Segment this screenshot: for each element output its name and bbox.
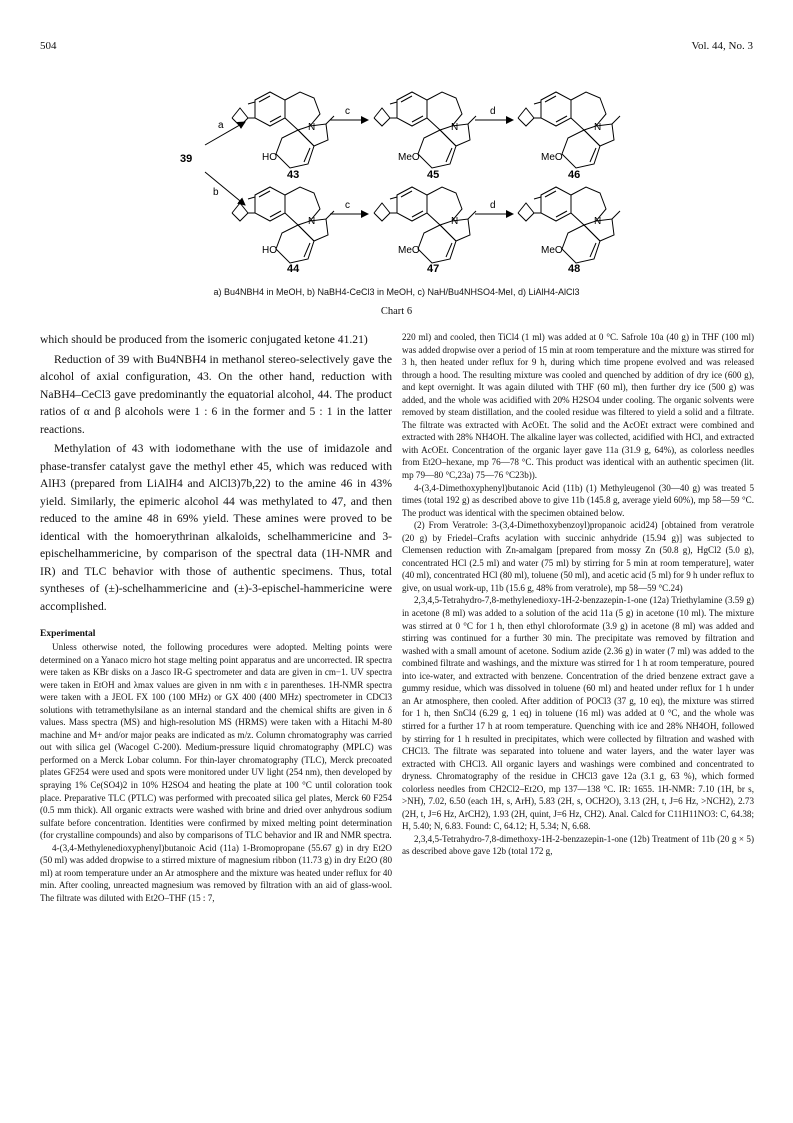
svg-text:MeO: MeO <box>398 152 420 163</box>
page-number: 504 <box>40 40 57 52</box>
reaction-scheme <box>0 70 793 320</box>
svg-text:d: d <box>490 200 496 211</box>
svg-text:c: c <box>345 200 350 211</box>
arrow-b <box>205 172 245 205</box>
paragraph: Methylation of 43 with iodomethane with the use of imidazole and phase-transfer catalyst gave the methyl ether 45, which was reduced with AlH3 (prepared from LiAlH4 and AlCl3)7b,22) to the amine 46 in 43% yield. Similarly, the epimeric alcohol 44 was methylated to 47, and then reduced to the amine 48 in 69% yield. These amines were proved to be identical with the homoerythrinan alkaloids, schelhammericine and 3-epischelhammericine, by comparison of the spectral data (1H-NMR and IR) and TLC behavior with those of authentic specimens. Thus, total syntheses of (±)-schelhammericine and (±)-3-epischel-hammericine were accomplished. <box>40 442 392 613</box>
svg-text:MeO: MeO <box>541 245 563 256</box>
compound-label-48: 48 <box>568 263 581 275</box>
paragraph: Reduction of 39 with Bu4NBH4 in methanol stereo-selectively gave the alcohol of axial configuration, 43. On the other hand, reduction with NaBH4–CeCl3 gave predominantly the equatorial alcohol, 44. The product ratios of α and β alcohols were 1 : 6 in the former and 5 : 1 in the latter reactions. <box>40 352 392 436</box>
compound-label-start: 39 <box>180 153 193 165</box>
svg-text:N: N <box>451 216 459 227</box>
svg-text:b: b <box>213 187 219 198</box>
scheme-conditions: a) Bu4NBH4 in MeOH, b) NaBH4-CeCl3 in MeOH, c) NaH/Bu4NHSO4-MeI, d) LiAlH4-AlCl3 <box>213 287 580 297</box>
svg-text:MeO: MeO <box>398 245 420 256</box>
paragraph: 2,3,4,5-Tetrahydro-7,8-dimethoxy-1H-2-benzazepin-1-one (12b) Treatment of 11b (20 g × 5) as described above gave 12b (total 172 g, <box>402 833 754 857</box>
right-column <box>402 331 754 858</box>
compound-label-43: 43 <box>287 169 300 181</box>
paragraph: 220 ml) and cooled, then TiCl4 (1 ml) was added at 0 °C. Safrole 10a (40 g) in THF (100 ml) was added dropwise over a period of 15 min at room temperature and the mixture was stirred for 3 h, then heated under reflux for 9 h, during which time propene evolved and was released through a hood. The resulting mixture was cooled and quenched by addition of dry ice (600 g), and kept overnight. It was again diluted with THF (60 ml), then further dry ice (500 g) was added, and the whole was acidified with 20% H2SO4 under cooling. The organic solvents were removed by steam distillation, and the cooled residue was filtered to yield a solid and a filtrate. The filtrate was extracted with AcOEt. The solid and the AcOEt extract were combined and extracted with 28% NH4OH. The alkaline layer was collected, acidified with HCl, and extracted with AcOEt. Concentration of the organic layer gave 11a (31.9 g, 64%), as colorless needles from Et2O–hexane, mp 76—78 °C. This product was identical with an authentic specimen (lit. mp 79—80 °C,23a) 75—76 °C23b)). <box>402 332 754 481</box>
svg-text:c: c <box>345 106 350 117</box>
compound-label-45: 45 <box>427 169 440 181</box>
paragraph: which should be produced from the isomeric conjugated ketone 41.21) <box>40 333 368 346</box>
chart-caption: Chart 6 <box>380 306 413 317</box>
paragraph: 4-(3,4-Methylenedioxyphenyl)butanoic Acid (11a) 1-Bromopropane (55.67 g) in dry Et2O (50 ml) was added dropwise to a stirred mixture of magnesium ribbon (11.73 g) in dry Et2O (80 ml) at room temperature under an Ar atmosphere and the mixture was heated under reflux for 40 min. After cooling, unreacted magnesium was removed by filtration with an aid of glass-wool. The filtrate was diluted with Et2O–THF (15 : 7, <box>40 842 392 903</box>
paragraph: 2,3,4,5-Tetrahydro-7,8-methylenedioxy-1H-2-benzazepin-1-one (12a) Triethylamine (3.59 g) in acetone (8 ml) was added to a solution of the acid 11a (5 g) in acetone (10 ml). The mixture was stirred at 0 °C for 1 h, then ethyl chloroformate (3.9 g) in acetone (8 ml) was added and stirring was continued for a further 30 min. The precipitate was removed by filtration and washed with a small amount of acetone. Sodium azide (2.36 g) in water (7 ml) was added to the combined filtrate and washings, and the mixture was stirred for 1 h at room temperature, poured into ice-water, and extracted with benzene. Concentration of the dried benzene extract gave a gummy residue, which was dissolved in toluene (60 ml) and heated under reflux for 1 h under an Ar atmosphere, then cooled. After addition of POCl3 (37 g, 10 eq), the mixture was stirred for 1 h, then SnCl4 (6.29 g, 1 eq) in toluene (16 ml) was added at 0 °C, and the whole was stirred for a further 17 h at room temperature. Quenching with ice and 28% NH4OH, followed by stirring for 1 h resulted in precipitates, which were collected by filtration and washed with CHCl3. The filtrate was separated into toluene and water layers, and the water layer was extracted with CHCl3. All organic layers and washings were combined and concentrated to dryness. Chromatography of the residue in CHCl3 gave 12a (3.1 g, 63 %), which formed colorless needles from CH2Cl2–Et2O, mp 137—138 °C. IR: 1655. 1H-NMR: 7.10 (1H, br s, >NH), 7.02, 6.50 (each 1H, s, ArH), 5.83 (2H, s, OCH2O), 3.13 (2H, t, J=6 Hz, >NCH2), 2.73 (2H, t, J=6 Hz, ArCH2), 1.93 (2H, quint, J=6 Hz, CH2). Anal. Calcd for C11H11NO3: C, 64.38; H, 5.40; N, 6.83. Found: C, 64.12; H, 5.34; N, 6.68. <box>402 595 754 832</box>
svg-text:N: N <box>308 216 316 227</box>
section-heading-experimental: Experimental <box>40 629 96 639</box>
svg-text:MeO: MeO <box>541 152 563 163</box>
paragraph: (2) From Veratrole: 3-(3,4-Dimethoxybenzoyl)propanoic acid24) [obtained from veratrole (20 g) by Friedel–Crafts acylation with succinic anhydride (15.94 g)] was subjected to Clemensen reduction with Zn-amalgam [prepared from mossy Zn (50.8 g), HgCl2 (5.0 g), concentrated HCl (2.5 ml) and water (75 ml) by stirring for 5 min at room temperature], water (40 ml), concentrated HCl (80 ml), toluene (50 ml), and acetic acid (5 ml) for 9 h under reflux to give, on usual work-up, 11b (15.6 g, 48% from veratrole), mp 58—59 °C.24) <box>402 520 754 593</box>
svg-text:a: a <box>218 120 224 131</box>
compound-label-46: 46 <box>568 169 581 181</box>
svg-text:HO: HO <box>262 245 277 256</box>
svg-text:HO: HO <box>262 152 277 163</box>
svg-text:N: N <box>594 216 602 227</box>
svg-text:d: d <box>490 106 496 117</box>
svg-text:N: N <box>451 122 459 133</box>
left-column <box>40 331 392 904</box>
paragraph: Unless otherwise noted, the following procedures were adopted. Melting points were determined on a Yanaco micro hot stage melting point apparatus and are uncorrected. IR spectra were taken as KBr disks on a Jasco IR-G spectrometer and data are given in cm−1. UV spectra were taken in EtOH and λmax values are given in nm with ε in parentheses. 1H-NMR spectra were taken with a JEOL FX 100 (100 MHz) or GX 400 (400 MHz) spectrometer in CDCl3 solutions with tetramethylsilane as an internal standard and the chemical shifts are given in δ values. Mass spectra (MS) and high-resolution MS (HRMS) were taken with a Hitachi M-80 machine and M+ and/or major peaks are indicated as m/z. Column chromatography was carried out with silica gel (Wacogel C-200). Medium-pressure liquid chromatography (MPLC) was performed on a Merck Lobar column. For thin-layer chromatography (TLC), Merck precoated plates GF254 were used and spots were monitored under UV light (254 nm), then developed by spraying 1% Ce(SO4)2 in 10% H2SO4 and heating the plate at 100 °C until coloration took place. Preparative TLC (PTLC) was performed with precoated silica gel plates, Merck 60 F254 (0.5 mm thick). All organic extracts were washed with brine and dried over anhydrous sodium sulfate before concentration. Identities were confirmed by mixed melting point determination (for crystalline compounds) and also by comparisons of TLC behavior and IR and NMR spectra. <box>40 642 392 841</box>
svg-text:N: N <box>594 122 602 133</box>
journal-reference: Vol. 44, No. 3 <box>691 40 753 52</box>
paragraph: 4-(3,4-Dimethoxyphenyl)butanoic Acid (11b) (1) Methyleugenol (30—40 g) was treated 5 times (total 192 g) as described above to give 11b (145.8 g, average yield 60%), mp 58—59 °C. The product was identical with the specimen obtained below. <box>402 482 754 518</box>
compound-label-44: 44 <box>287 263 300 275</box>
svg-text:N: N <box>308 122 316 133</box>
compound-label-47: 47 <box>427 263 440 275</box>
